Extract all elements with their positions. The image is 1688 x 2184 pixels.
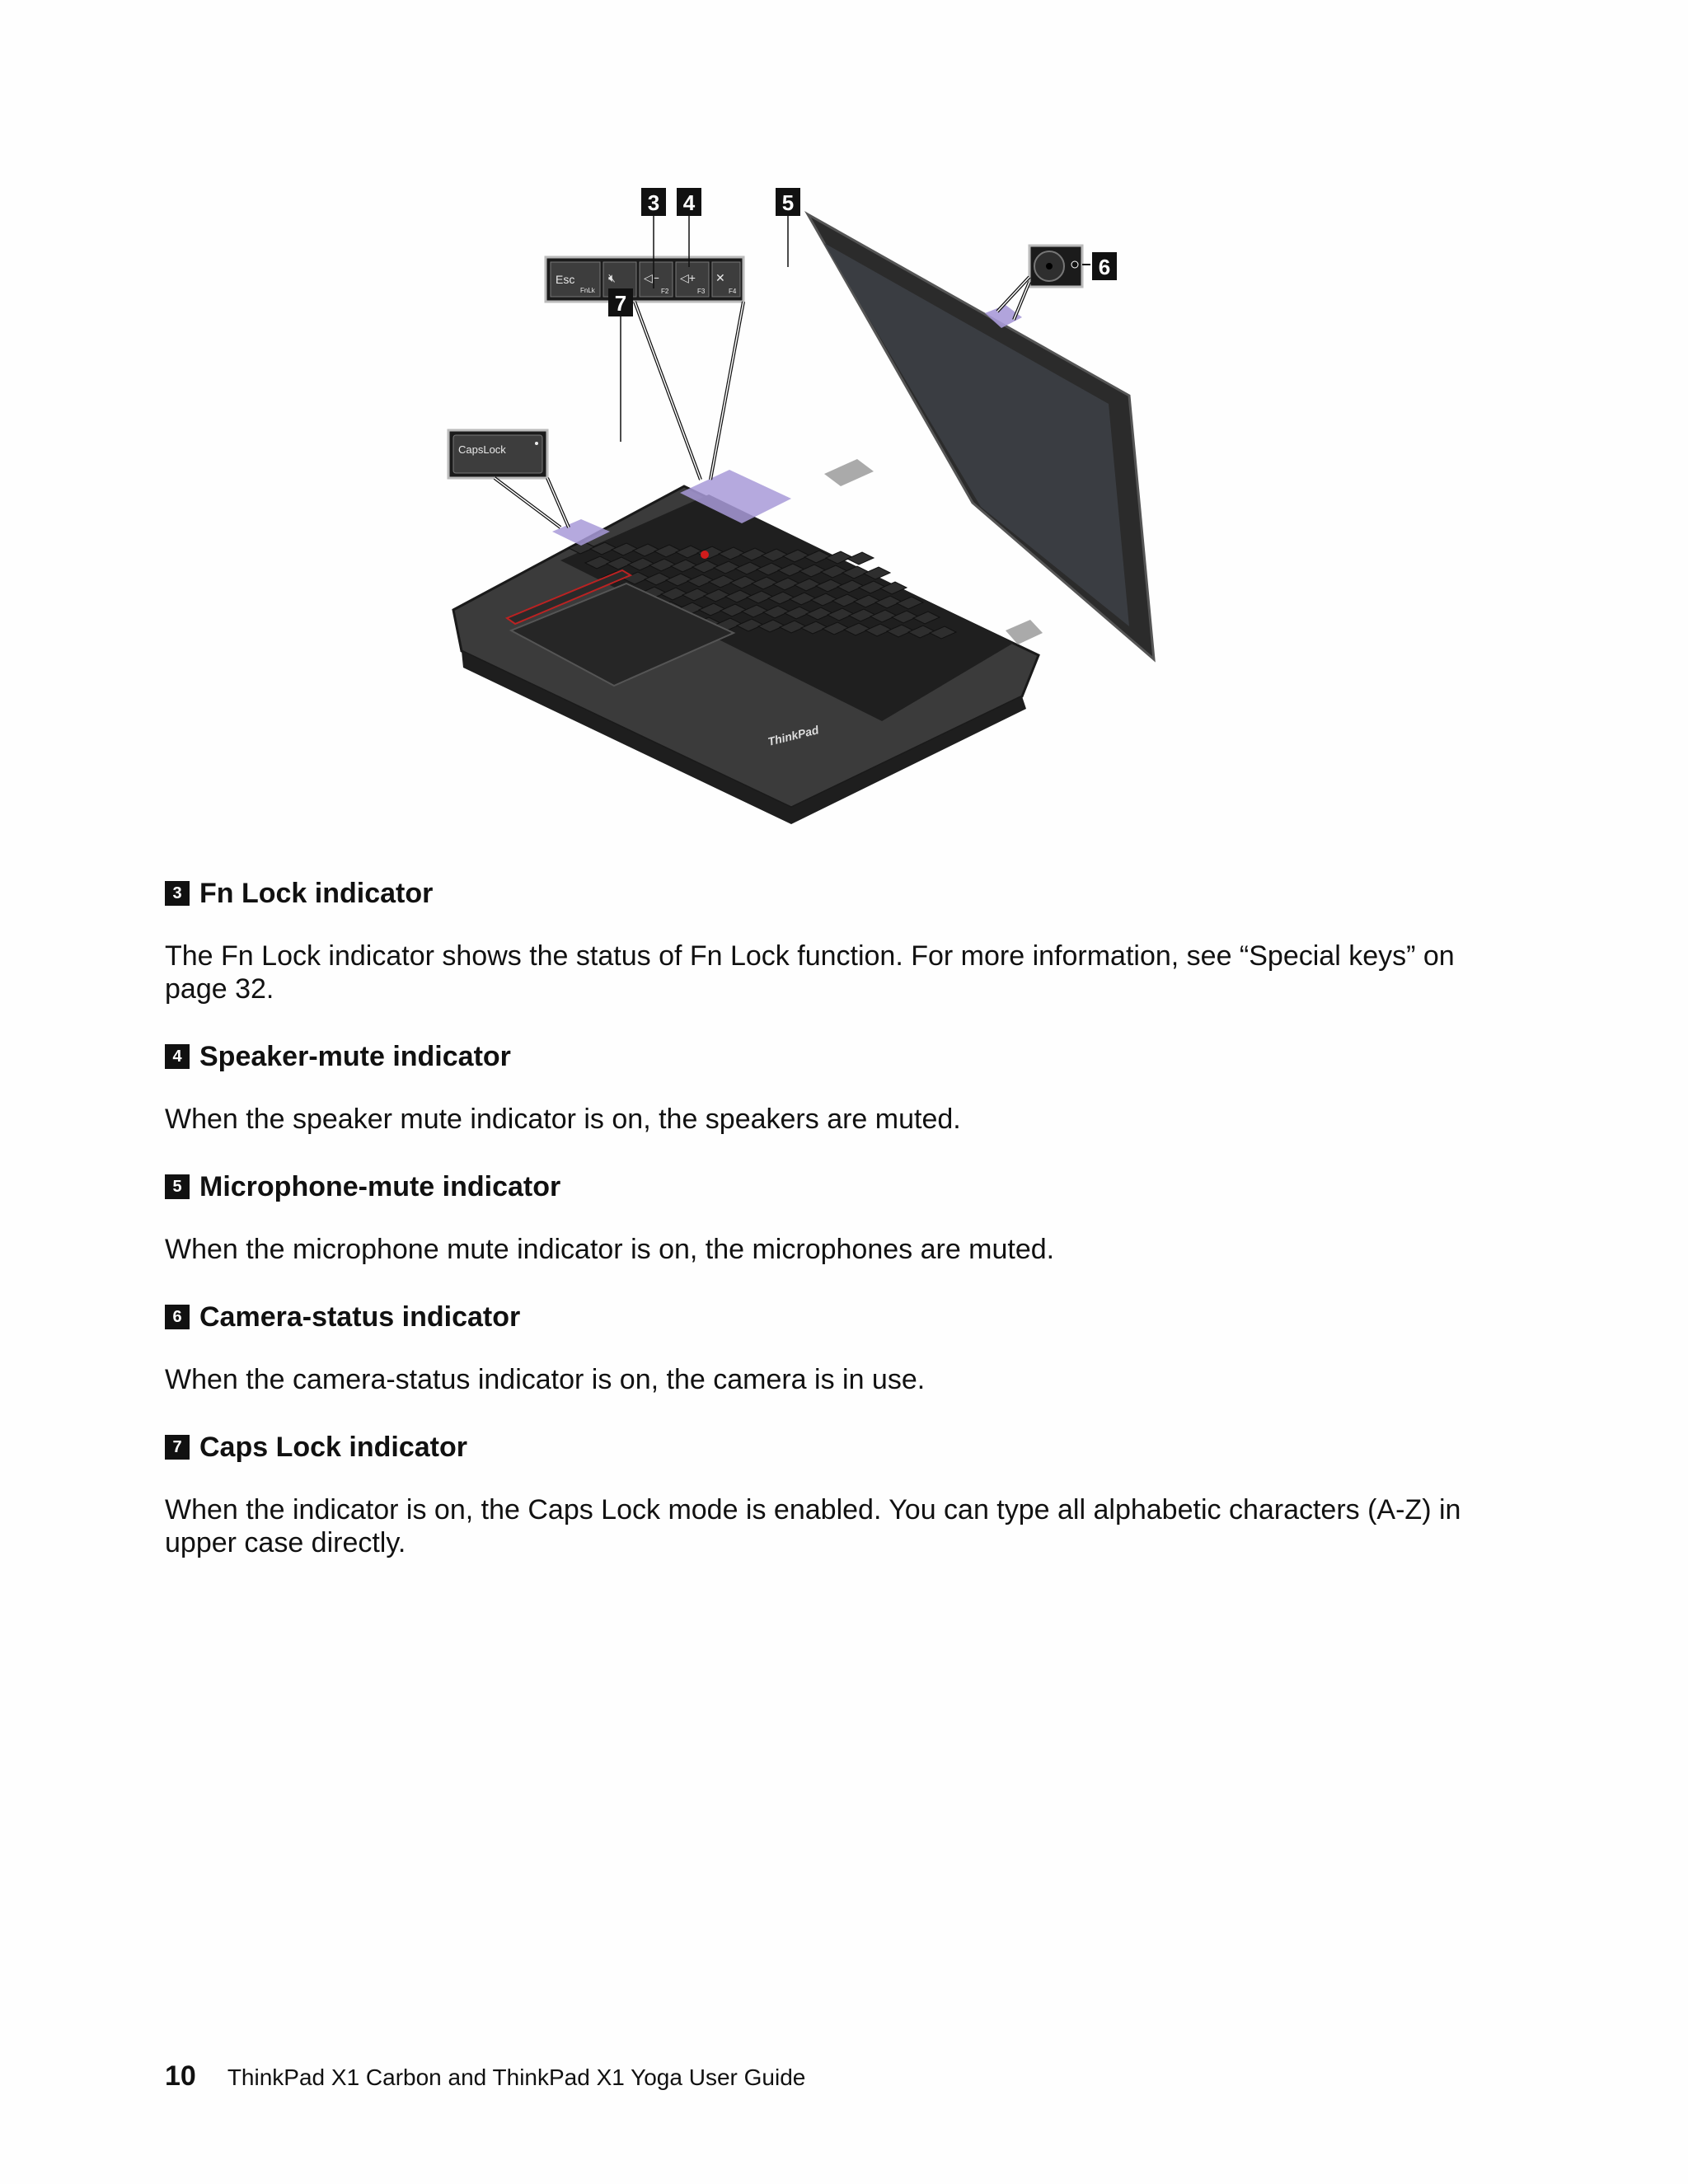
callout-6 xyxy=(1092,252,1117,280)
svg-text:6: 6 xyxy=(1098,255,1111,279)
section-title: Caps Lock indicator xyxy=(199,1432,467,1463)
section-caps-lock xyxy=(165,1429,1467,1559)
mic-mute-icon: ✕ xyxy=(715,271,725,284)
brand-logo: ThinkPad xyxy=(766,723,820,748)
laptop-diagram xyxy=(445,181,1253,832)
key-esc-label: Esc xyxy=(556,273,575,286)
section-number-badge: 7 xyxy=(165,1435,190,1460)
camera-status-light xyxy=(1071,261,1078,268)
section-camera-status xyxy=(165,1299,1467,1396)
section-heading xyxy=(165,1299,1467,1335)
laptop-screen xyxy=(824,243,1129,626)
page-number: 10 xyxy=(165,2060,196,2092)
laptop-illustration xyxy=(445,181,1253,832)
volume-up-icon: ◁+ xyxy=(680,271,696,284)
trackpoint xyxy=(701,551,709,559)
callout-7 xyxy=(608,288,633,442)
section-heading xyxy=(165,875,1467,912)
svg-text:7: 7 xyxy=(614,291,627,316)
footer-title: ThinkPad X1 Carbon and ThinkPad X1 Yoga User Guide xyxy=(227,2064,806,2090)
section-number-badge: 6 xyxy=(165,1305,190,1329)
volume-down-icon: ◁− xyxy=(644,271,659,284)
keyboard-key xyxy=(847,552,874,565)
section-body: The Fn Lock indicator shows the status of Fn Lock function. For more information, see “Special keys” on page 32. xyxy=(165,940,1455,1005)
section-body: When the microphone mute indicator is on, the microphones are muted. xyxy=(165,1234,1055,1265)
section-title: Camera-status indicator xyxy=(199,1301,521,1333)
section-title: Speaker-mute indicator xyxy=(199,1041,511,1072)
section-fn-lock xyxy=(165,875,1467,1005)
section-number-badge: 5 xyxy=(165,1174,190,1199)
section-speaker-mute xyxy=(165,1038,1467,1136)
section-body: When the camera-status indicator is on, the camera is in use. xyxy=(165,1364,926,1395)
callout-5 xyxy=(776,188,800,267)
section-heading xyxy=(165,1038,1467,1075)
document-body xyxy=(165,875,1467,1592)
section-body: When the speaker mute indicator is on, the speakers are muted. xyxy=(165,1104,961,1135)
section-heading xyxy=(165,1429,1467,1465)
section-body: When the indicator is on, the Caps Lock mode is enabled. You can type all alphabetic characters (A-Z) in upper case directly. xyxy=(165,1494,1461,1558)
page-footer xyxy=(165,2060,805,2093)
key-capslock-label: CapsLock xyxy=(458,443,506,456)
speaker-mute-icon: 🔇︎ xyxy=(608,271,616,284)
section-microphone-mute xyxy=(165,1169,1467,1266)
left-hinge xyxy=(824,459,874,486)
svg-text:4: 4 xyxy=(682,190,696,215)
key-f4-label: F4 xyxy=(729,288,737,295)
key-f3-label: F3 xyxy=(697,288,706,295)
key-fnlk-label: FnLk xyxy=(580,287,595,294)
section-number-badge: 4 xyxy=(165,1044,190,1069)
svg-text:3: 3 xyxy=(647,190,660,215)
section-heading xyxy=(165,1169,1467,1205)
section-title: Microphone-mute indicator xyxy=(199,1171,561,1202)
section-number-badge: 3 xyxy=(165,881,190,906)
section-title: Fn Lock indicator xyxy=(199,878,434,909)
key-f2-label: F2 xyxy=(661,288,669,295)
svg-text:5: 5 xyxy=(781,190,795,215)
callout-4 xyxy=(677,188,701,267)
